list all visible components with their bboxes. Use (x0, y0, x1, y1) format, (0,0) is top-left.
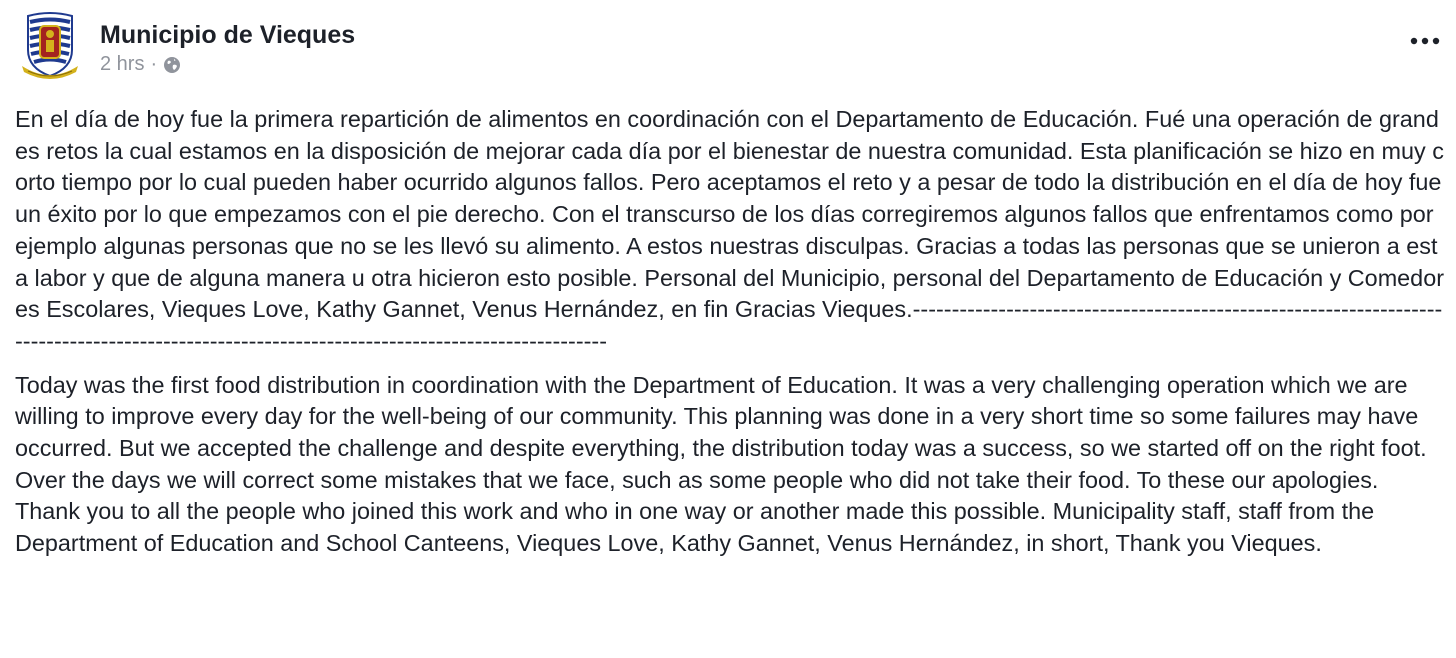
separator-dot: · (150, 53, 158, 75)
municipio-crest-avatar[interactable] (18, 10, 82, 82)
post-text-english-thanks: Thank you to all the people who joined this work and who in one way or another made this possible. Municipality staff, staff from the Department of Education and School Canteens, Vieques Love, Kathy Gannet, Venus Hernández, in short, Thank you Vieques. (15, 498, 1375, 557)
post-text-english: Today was the first food distribution in coordination with the Department of Education. It was a very challenging operation which we are willing to improve every day for the well-being of our community. This planning was done in a very short time so some failures may have occurred. But we accepted the challenge and despite everything, the distribution today was a success, so we started off on the right foot. Over the days we will correct some mistakes that we face, such as some people who did not take their food. To these our apologies. (15, 371, 1427, 493)
more-options-icon[interactable] (1408, 32, 1442, 50)
page-name[interactable]: Municipio de Vieques (100, 21, 356, 49)
post-body (15, 104, 1447, 560)
globe-icon[interactable] (163, 56, 181, 74)
post-header (18, 10, 1456, 84)
paragraph-gap (15, 358, 1447, 370)
timestamp[interactable]: 2 hrs (100, 53, 145, 75)
post-text-spanish: En el día de hoy fue la primera repartición de alimentos en coordinación con el Departamento de Educación. Fué una operación de grandes retos la cual estamos en la disposición de mejorar cada día por el bienestar de nuestra comunidad. Esta planificación se hizo en muy corto tiempo por lo cual pueden haber ocurrido algunos fallos. Pero aceptamos el reto y a pesar de todo la distribución en el día de hoy fue un éxito por lo que empezamos con el pie derecho. Con el transcurso de los días corregiremos algunos fallos que enfrentamos como por ejemplo algunas personas que no se les llevó su alimento. A estos nuestras disculpas. Gracias a todas las personas que se unieron a esta labor y que de alguna manera u otra hicieron esto posible. Personal del Municipio, personal del Departamento de Educación y Comedores Escolares, Vieques Love, Kathy Gannet, Venus Hernández, en fin Gracias Vieques.------------------------------------------------------------------------------------------------------------------------------------------------ (15, 106, 1444, 354)
post-meta (100, 53, 181, 76)
